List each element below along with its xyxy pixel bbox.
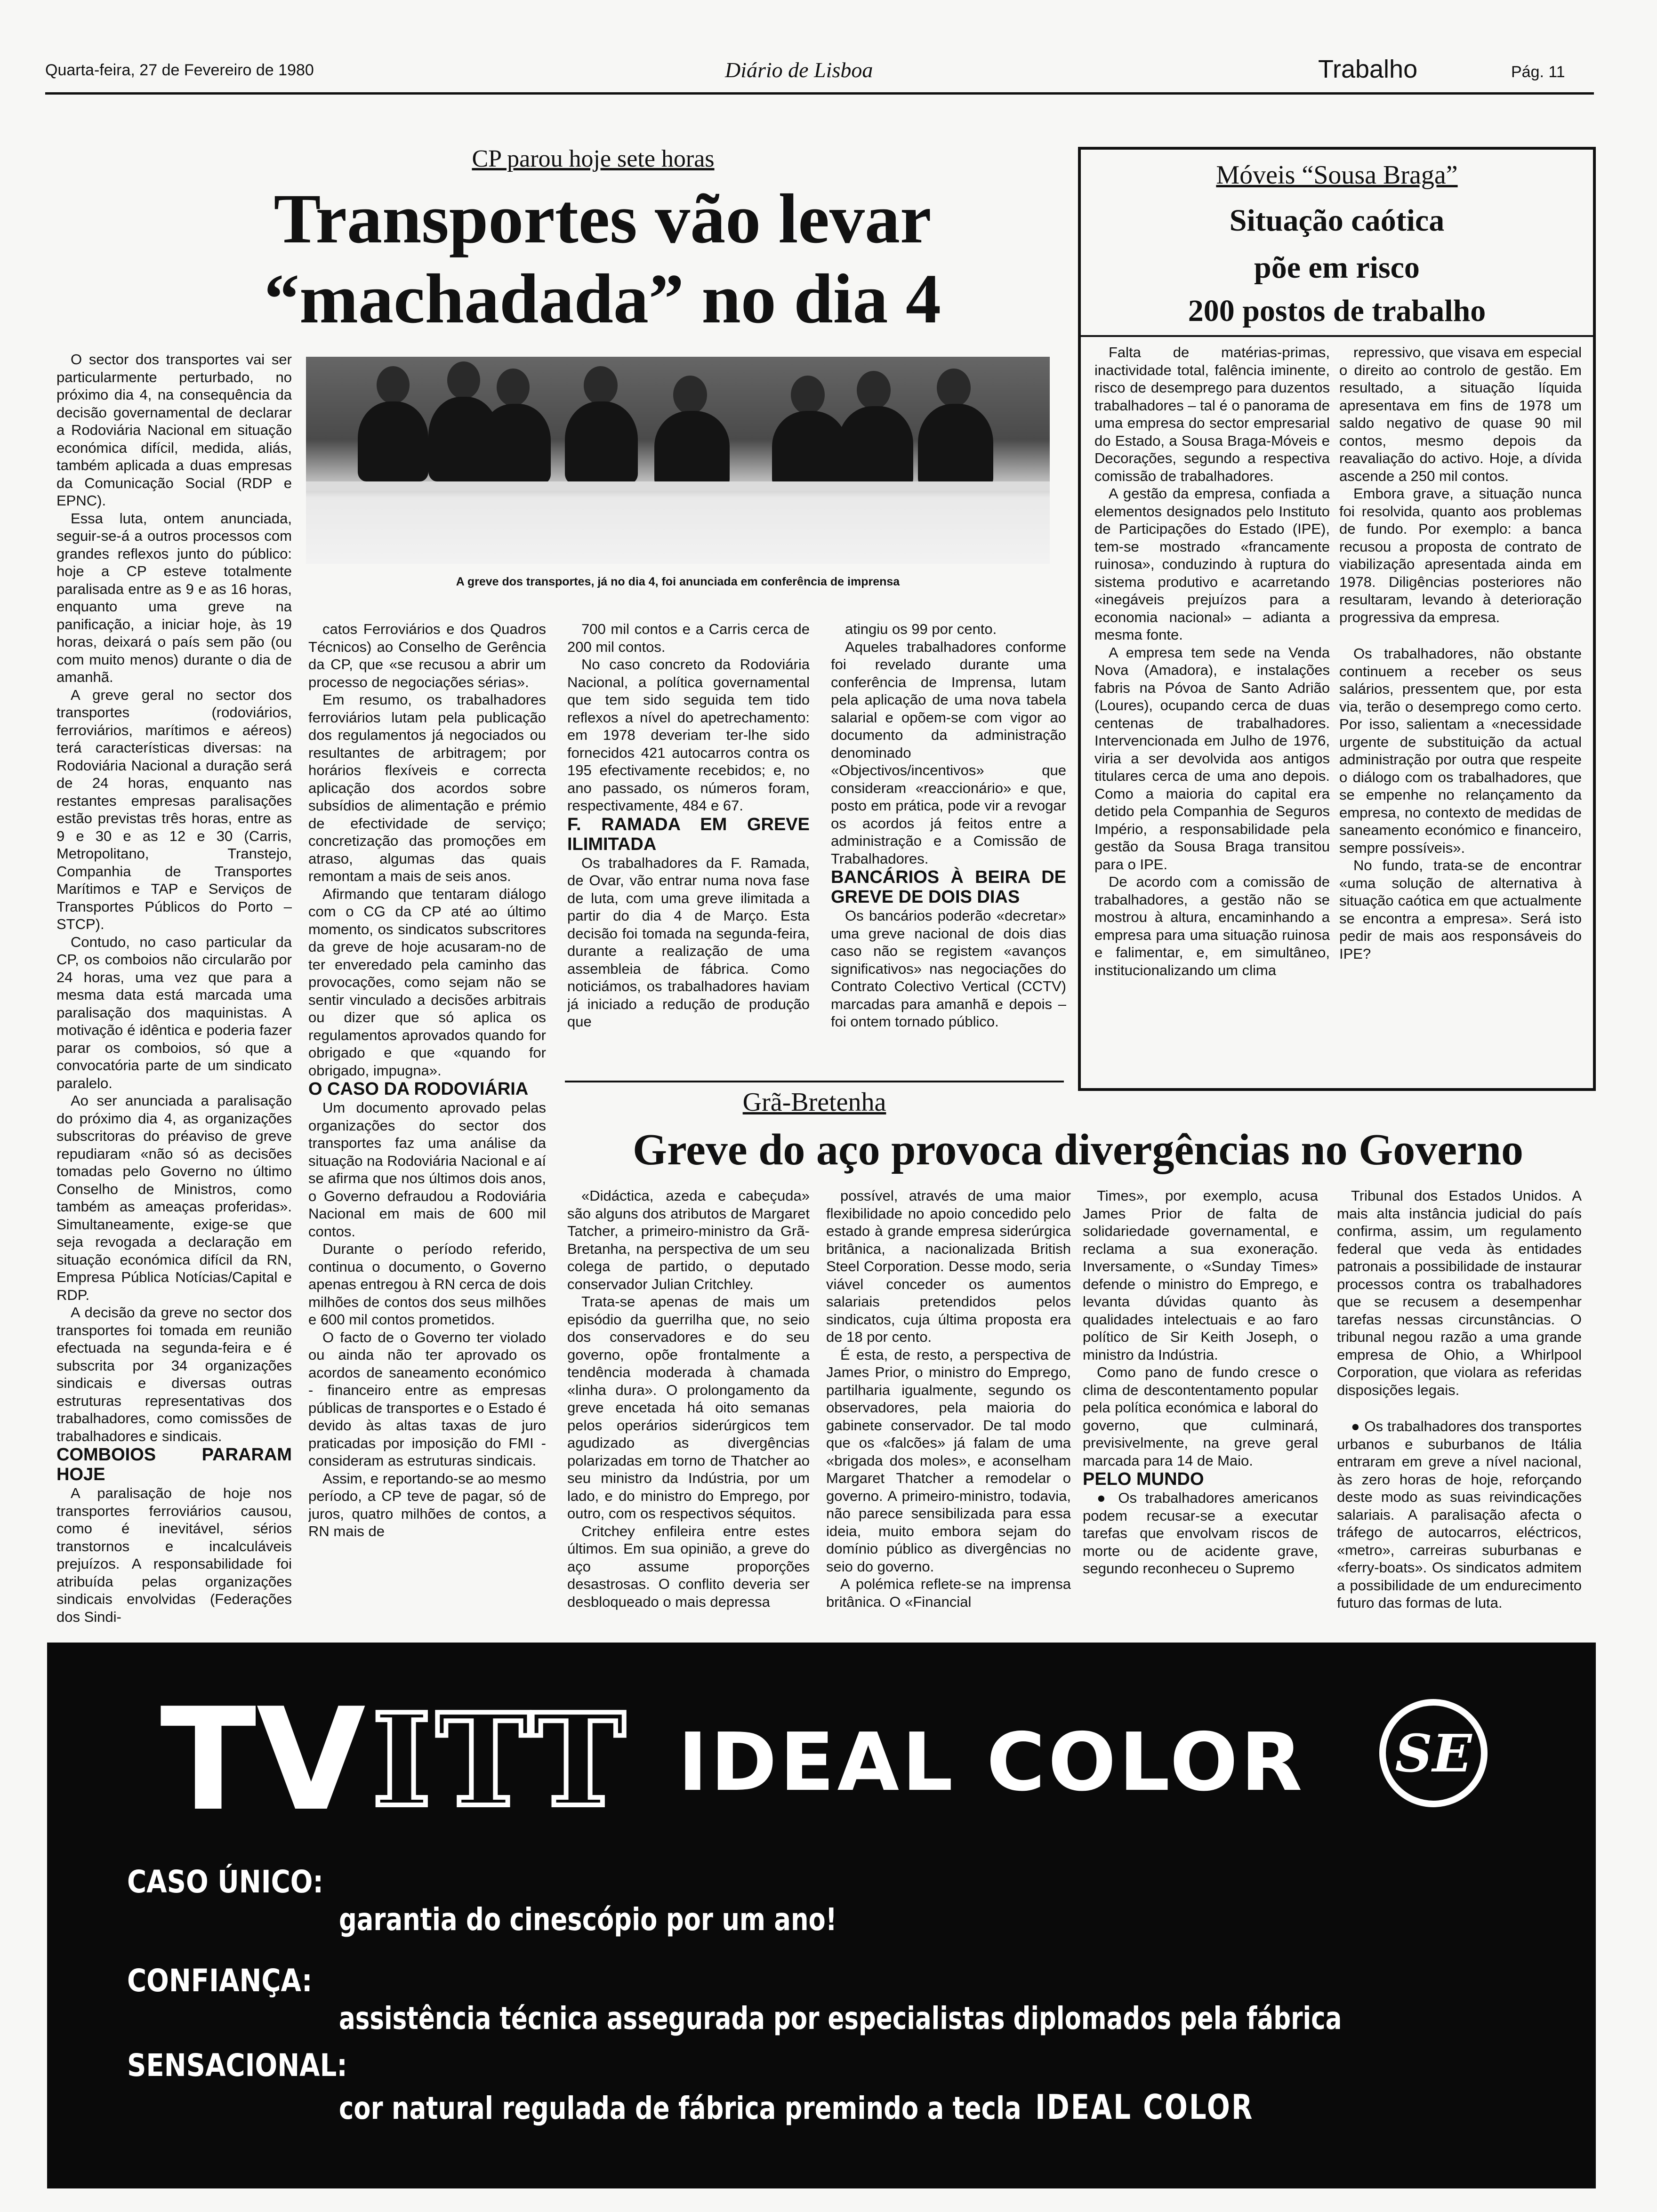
- paragraph: Embora grave, a situação nunca foi resolvida, quanto aos problemas de fundo. Por exemplo: a banca recusou a proposta de contrato de viabilização apresentada ainda em 1978. Diligências posteriores não resultaram, levando à deterioração progressiva da empresa.: [1339, 485, 1582, 625]
- moveis-column-1: [1094, 344, 1330, 1068]
- ad-tv: TV: [160, 1678, 366, 1842]
- main-story-column-2: [308, 620, 546, 1631]
- paragraph: A paralisação de hoje nos transportes ferroviários causou, como é inevitável, sérios transtornos e incalculáveis prejuízos. A responsabilidade foi atribuída pelas organizações sindicais envolvidas (Federações dos Sindi-: [56, 1485, 292, 1625]
- moveis-column-2: [1339, 344, 1582, 1068]
- moveis-kicker: Móveis “Sousa Braga”: [1216, 160, 1458, 190]
- gb-kicker: Grã-Bretenha: [742, 1088, 886, 1117]
- header-rule: [45, 92, 1594, 95]
- paragraph: Afirmando que tentaram diálogo com o CG da CP até ao último momento, os sindicatos subscritores da greve de hoje acusaram-no de ter enveredado pela caminho das provocações, como sejam não se sentir vinculado a decisões arbitrais ou dizer que só aplica os regulamentos aprovados quando for obrigado e que «quando for obrigado, impugna».: [308, 885, 546, 1079]
- moveis-headline-line2: põe em risco: [1254, 250, 1420, 285]
- paragraph: ● Os trabalhadores dos transportes urbanos e suburbanos de Itália entraram em greve a nível nacional, às zero horas de hoje, reforçando deste modo as suas reivindicações salariais. A paralisação afecta o tráfego de autocarros, eléctricos, «metro», carreiras suburbanas e «ferry-boats». Os sindicatos admitem a possibilidade de um endurecimento futuro das formas de luta.: [1337, 1418, 1582, 1611]
- subheading-rodoviaria: O CASO DA RODOVIÁRIA: [308, 1079, 529, 1099]
- paragraph: ● Os trabalhadores americanos podem recusar-se a executar tarefas que envolvam riscos de morte ou de acidente grave, segundo reconheceu o Supremo: [1083, 1490, 1318, 1577]
- paragraph: Aqueles trabalhadores conforme foi revelado durante uma conferência de Imprensa, lutam pela aplicação de uma nova tabela salarial e opõem-se com vigor ao documento da administração denominado «Objectivos/incentivos» que consideram «reaccionário» e que, posto em prática, pode vir a revogar os acordos já feitos entre a administração e a Comissão de Trabalhadores.: [831, 638, 1066, 867]
- paragraph: Um documento aprovado pelas organizações do sector dos transportes faz uma análise da situação na Rodoviária Nacional e aí se afirma que nos últimos dois anos, o Governo defraudou a Rodoviária Nacional em mais de 600 mil contos.: [308, 1099, 546, 1240]
- person: [654, 411, 730, 489]
- subheading-comboios: COMBOIOS PARARAM HOJE: [56, 1445, 292, 1484]
- paragraph: Essa luta, ontem anunciada, seguir-se-á a outros processos com grandes reflexos junto do público: hoje a CP esteve totalmente paralisada entre as 9 e as 16 horas, enquanto uma greve na panificação, a iniciar hoje, às 19 horas, deixará o país sem pão (ou com muito menos) durante o dia de amanhã.: [56, 510, 292, 685]
- person: [358, 401, 428, 481]
- paragraph: atingiu os 99 por cento.: [845, 621, 997, 637]
- moveis-rule: [1081, 335, 1593, 337]
- paragraph: Ao ser anunciada a paralisação do próximo dia 4, as organizações subscritoras do préaviso de greve repudiaram «não só as decisões tomadas pelo Governo no último Conselho de Ministros, como também as ameaças proferidas». Simultaneamente, exige-se que seja revogada a declaração em situação económica difícil da RN, Empresa Pública Notícias/Capital e RDP.: [56, 1092, 292, 1303]
- person-head: [377, 366, 410, 404]
- gb-column-4: [1337, 1187, 1582, 1631]
- paragraph: A gestão da empresa, confiada a elementos designados pelo Instituto de Participações do Estado (IPE), tem-se mostrado «francamente ruinosa», conduzindo à ruptura do sistema produtivo e acarretando «inegáveis prejuízos para a economia nacional» – adianta a mesma fonte.: [1094, 485, 1330, 643]
- paragraph: É esta, de resto, a perspectiva de James Prior, o ministro do Emprego, partilharia igualmente, segundo os observadores, pela maioria do gabinete conservador. De tal modo que os «falcões» já falam de uma «brigada dos moles», e aconselham Margaret Thatcher a remodelar o governo. A primeiro-ministro, todavia, não parece sensibilizada para essa ideia, muito embora sejam do domínio público as divergências no seio do governo.: [826, 1346, 1071, 1575]
- paragraph: Assim, e reportando-se ao mesmo período, a CP teve de pagar, só de juros, quatro milhões de contos, a RN mais de: [308, 1470, 546, 1539]
- person: [772, 411, 847, 489]
- paragraph: 700 mil contos e a Carris cerca de 200 mil contos.: [567, 621, 810, 655]
- paragraph: Contudo, no caso particular da CP, os comboios não circularão por 24 horas, uma vez que para a mesma data está marcada uma paralisação dos maquinistas. A motivação é idêntica e poderia fazer parar os comboios, só que a convocatória parte de um sindicato paralelo.: [56, 933, 292, 1091]
- gb-headline: Greve do aço provoca divergências no Governo: [633, 1125, 1523, 1174]
- paragraph: Em resumo, os trabalhadores ferroviários lutam pela publicação dos regulamentos já negociados ou resultantes de arbitragem; por horários flexíveis e correcta aplicação dos acordos sobre subsídios de alimentação e prémio de efectividade de serviço; concretização das promoções em atraso, algumas das quais remontam a mais de seis anos.: [308, 691, 546, 884]
- paragraph: Os trabalhadores da F. Ramada, de Ovar, vão entrar numa nova fase de luta, com uma greve ilimitada a partir do dia 4 de Março. Esta decisão foi tomada na segunda-feira, durante a realização de uma assembleia de fábrica. Como noticiámos, os trabalhadores haviam já iniciado a redução de produção que: [567, 854, 810, 1030]
- paragraph: O sector dos transportes vai ser particularmente perturbado, no próximo dia 4, na consequência da decisão governamental de declarar a Rodoviária Nacional em situação económica difícil, medida, aliás, também aplicada a duas empresas da Comunicação Social (RDP e EPNC).: [56, 351, 292, 509]
- main-headline-line2: “machadada” no dia 4: [264, 260, 941, 338]
- paragraph: A polémica reflete-se na imprensa britânica. O «Financial: [826, 1576, 1071, 1610]
- masthead: Diário de Lisboa: [725, 58, 873, 82]
- page-number: Pág. 11: [1511, 63, 1565, 81]
- paragraph: A decisão da greve no sector dos transportes foi tomada em reunião efectuada na segunda-feira e é subscrita por 34 organizações sindicais e diversas outras estruturas representativas dos trabalhadores, como comissões de trabalhadores e sindicais.: [56, 1304, 292, 1444]
- paragraph: possível, através de uma maior flexibilidade no apoio concedido pelo estado à grande empresa siderúrgica britânica, a nacionalizada British Steel Corporation. Desse modo, seria viável conceder os aumentos salariais pretendidos pelos sindicatos, cuja última proposta era de 18 por cento.: [826, 1187, 1071, 1345]
- se-logo-icon: [1379, 1699, 1488, 1807]
- ttv-advertisement: [47, 1643, 1596, 2188]
- paragraph: No caso concreto da Rodoviária Nacional, a política governamental que tem sido seguida tem tido reflexos a nível do apetrechamento: em 1978 deveriam ter-lhe sido fornecidos 421 autocarros contra os 195 efectivamente recebidos; e, no ano passado, os números foram, respectivamente, 484 e 67.: [567, 656, 810, 814]
- gb-column-3: [1083, 1187, 1318, 1631]
- ad-label-confianca: CONFIANÇA:: [127, 1963, 313, 1999]
- ad-label-sensacional: SENSACIONAL:: [127, 2047, 347, 2084]
- ad-text-cor-natural-main: cor natural regulada de fábrica premindo a tecla: [339, 2090, 1022, 2126]
- ad-text-garantia: garantia do cinescópio por um ano!: [339, 1901, 837, 1938]
- ad-label-caso-unico: CASO ÚNICO:: [127, 1864, 323, 1900]
- person-head: [673, 376, 707, 414]
- person-head: [447, 361, 480, 399]
- person: [565, 401, 638, 484]
- paragraph: De acordo com a comissão de trabalhadores, a gestão não se mostrou à altura, encaminhando a empresa para uma situação ruinosa e falimentar, e, em simultâneo, institucionalizando um clima: [1094, 874, 1330, 978]
- person-head: [584, 366, 618, 405]
- person: [480, 404, 551, 484]
- ad-itt-logo: ITT: [372, 1685, 630, 1835]
- paragraph: «Didáctica, azeda e cabeçuda» são alguns dos atributos de Margaret Tatcher, a primeiro-ministro da Grã-Bretanha, na perspectiva de um seu colega de partido, o deputado conservador Julian Critchley.: [567, 1187, 810, 1292]
- photo-caption: A greve dos transportes, já no dia 4, foi anunciada em conferência de imprensa: [456, 575, 900, 588]
- section-title: Trabalho: [1318, 55, 1418, 83]
- se-logo-text: SE: [1395, 1723, 1472, 1784]
- main-kicker: CP parou hoje sete horas: [472, 145, 715, 172]
- paragraph: A empresa tem sede na Venda Nova (Amadora), e instalações fabris na Póvoa de Santo Adrião (Loures), ocupando cerca de duas centenas de trabalhadores. Intervencionada em Julho de 1976, viria a ser devolvida aos antigos titulares cerca de uma ano depois. Como a maioria do capital era detido pela Companhia de Seguros Império, a responsabilidade pela gestão da Sousa Braga transitou para o IPE.: [1094, 644, 1330, 873]
- person: [838, 406, 913, 489]
- paragraph: Trata-se apenas de mais um episódio da guerrilha que, no seio dos conservadores e do seu governo, opõe frontalmente a tendência moderada à chamada «linha dura». O prolongamento da greve encetada há oito semanas pelos operários siderúrgicos tem agudizado as divergências polarizadas em torno de Thatcher ao seu ministro da Indústria, por um lado, e do ministro do Emprego, por outro, com os respectivos séquitos.: [567, 1293, 810, 1522]
- paragraph: Os trabalhadores, não obstante continuem a receber os seus salários, pressentem que, por esta via, terão o desemprego como certo. Por isso, salientam a «necessidade urgente de substituição da actual administração por outra que respeite o diálogo com os trabalhadores, que se empenhe no relançamento da empresa, no contexto de medidas de saneamento económico e financeiro, sempre possíveis».: [1339, 645, 1582, 856]
- gb-top-rule: [565, 1081, 1064, 1082]
- person-head: [791, 376, 825, 414]
- ad-ideal-color: IDEAL COLOR: [678, 1716, 1305, 1809]
- gb-column-1: [567, 1187, 810, 1631]
- paragraph: A greve geral no sector dos transportes (rodoviários, ferroviários, marítimos e aéreos) terá características diversas: na Rodoviária Nacional a duração será de 24 horas, enquanto nas restantes empresas paralisações estão previstas três horas, entre as 9 e 30 e as 12 e 30 (Carris, Metropolitano, Transtejo, Companhia de Transportes Marítimos e TAP e Serviços de Transportes Públicos do Porto – STCP).: [56, 686, 292, 932]
- paragraph: Tribunal dos Estados Unidos. A mais alta instância judicial do país confirma, assim, um regulamento federal que veda às entidades patronais a possibilidade de instaurar processos contra os trabalhadores que se recusem a desempenhar tarefas nessas circunstâncias. O tribunal negou razão a uma grande empresa de Ohio, a Whirlpool Corporation, que violara as referidas disposições legais.: [1337, 1187, 1582, 1398]
- person-head: [857, 371, 891, 409]
- main-headline-line1: Transportes vão levar: [273, 180, 932, 258]
- main-story-column-4: [831, 620, 1066, 1063]
- issue-date: Quarta-feira, 27 de Fevereiro de 1980: [45, 61, 314, 79]
- person-head: [937, 369, 971, 407]
- paragraph: Durante o período referido, continua o documento, o Governo apenas entregou à RN cerca de dois milhões de contos dos seus milhões e 600 mil contos prometidos.: [308, 1241, 546, 1328]
- ad-text-assistencia: assistência técnica assegurada por especialistas diplomados pela fábrica: [339, 2000, 1342, 2036]
- paragraph: Times», por exemplo, acusa James Prior de falta de solidariedade governamental, e reclama a sua exoneração. Inversamente, o «Sunday Times» defende o ministro do Emprego, e levanta dúvidas quanto às qualidades intelectuais e ao faro político de Sir Keith Joseph, o ministro da Indústria.: [1083, 1187, 1318, 1363]
- paragraph: O facto de o Governo ter violado ou ainda não ter aprovado os acordos de saneamento económico - financeiro entre as empresas públicas de transportes e o Estado é devido às altas taxas de juro praticadas por imposição do FMI - consideram as estruturas sindicais.: [308, 1329, 546, 1469]
- main-story-column-1: [56, 351, 292, 1631]
- main-story-column-3: [567, 620, 810, 1063]
- paragraph: repressivo, que visava em especial o direito ao controlo de gestão. Em resultado, a situação líquida apresentava em fins de 1978 um saldo negativo de quase 90 mil contos, mesmo depois da reavaliação do activo. Hoje, a dívida ascende a 250 mil contos.: [1339, 344, 1582, 484]
- moveis-headline-line1: Situação caótica: [1229, 203, 1445, 238]
- ad-text-ideal-color: IDEAL COLOR: [1035, 2087, 1254, 2127]
- person-head: [497, 369, 530, 406]
- gb-column-2: [826, 1187, 1071, 1631]
- subheading-bancarios: BANCÁRIOS À BEIRA DE GREVE DE DOIS DIAS: [831, 867, 1066, 907]
- subheading-ramada: F. RAMADA EM GREVE ILIMITADA: [567, 814, 810, 854]
- paragraph: No fundo, trata-se de encontrar «uma solução de alternativa à situação caótica em que actualmente se encontra a empresa». Será isto pedir de mais aos responsáveis do IPE?: [1339, 857, 1582, 962]
- moveis-headline-line3: 200 postos de trabalho: [1188, 294, 1486, 328]
- conference-table: [306, 481, 1050, 491]
- paragraph: Falta de matérias-primas, inactividade total, falência iminente, risco de desemprego para duzentos trabalhadores – tal é o panorama de uma empresa do sector empresarial do Estado, a Sousa Braga-Móveis e Decorações, segundo a respectiva comissão de trabalhadores.: [1094, 344, 1330, 484]
- paragraph: Critchey enfileira entre estes últimos. Em sua opinião, a greve do aço assume proporções desastrosas. O conflito deveria ser desbloqueado o mais depressa: [567, 1523, 810, 1610]
- press-conference-photo: [306, 357, 1050, 564]
- paragraph: catos Ferroviários e dos Quadros Técnicos) ao Conselho de Gerência da CP, que «se recusou a abrir um processo de negociações sérias».: [308, 621, 546, 690]
- subheading-pelo-mundo: PELO MUNDO: [1083, 1469, 1204, 1489]
- person: [918, 404, 993, 489]
- ad-text-cor-natural: [339, 2087, 1254, 2127]
- paragraph: Os bancários poderão «decretar» uma greve nacional de dois dias caso não se registem «avanços significativos» nas negociações do Contrato Colectivo Vertical (CCTV) marcadas para amanhã e depois – foi ontem tornado público.: [831, 907, 1066, 1030]
- paragraph: Como pano de fundo cresce o clima de descontentamento popular pela política económica e laboral do governo, que culminará, previsivelmente, na greve geral marcada para 14 de Maio.: [1083, 1364, 1318, 1469]
